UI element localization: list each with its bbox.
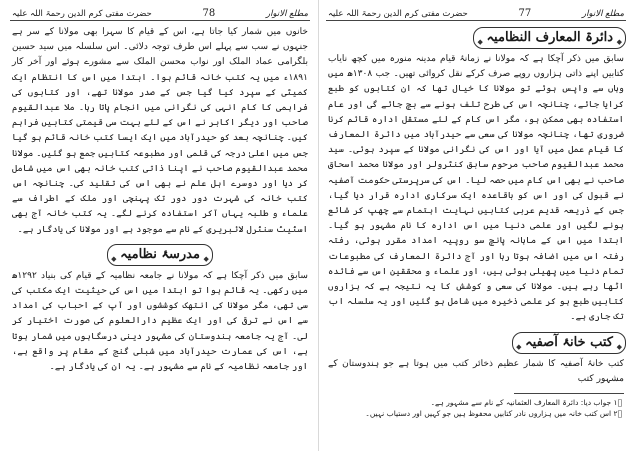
section-heading-dairatul-maarif: ◆ دائرۃ المعارف النظامیہ ◆ (473, 27, 626, 49)
footnote: ۱ؔ جواب دیا: دائرۃ المعارف العثمانیہ کے نام سے مشہور ہے۔ (430, 398, 622, 408)
right-page-header (326, 6, 626, 21)
running-author: حضرت مفتی کرم الدین رحمۃ اللہ علیہ (12, 9, 152, 19)
footnote-divider (514, 393, 624, 394)
footnote: ۲ؔ اس کتب خانہ میں ہزاروں نادر کتابیں محفوظ ہیں جو کہیں اور دستیاب نہیں۔ (365, 409, 622, 419)
body-paragraph: کتب خانۂ آصفیہ کا شمار عظیم ذخائر کتب میں ہوتا ہے جو ہندوستان کے مشہور کتب (328, 358, 624, 384)
body-paragraph: سابق میں ذکر آچکا ہے کہ مولانا نے زمانۂ قیام مدینہ منورہ میں کچھ نایاب کتابیں اپنے ذاتی ہزاروں روپے صرف کرکے نقل کروائی تھیں۔ جب ۱۳۰۸ھ میں وہاں سے واپس ہوئے تو مولانا کا خیال تھا کہ ان کتابوں کو طبع کرایا جائے، چنانچہ اس کی طرح تلف ہونے سے بچ جائے گی اور عام استفادہ بھی ممکن ہو، مگر اس کام کے لئے مستقل ادارہ قائم کرنا ضروری تھا، چنانچہ مولانا کی سعی سے حیدرآباد میں دائرۃ المعارف کا قیام عمل میں آیا اور اس کی نگرانی مولانا کے سپرد ہوئی۔ سید محمد عبدالقیوم صاحب مرحوم سابق کنٹرولر اور مولانا محمد اسحاق صاحب نے بھی اس کام میں حصہ لیا۔ اس کی سرپرستی حکومت آصفیہ نے قبول کی اور اس کو باقاعدہ ایک سرکاری ادارہ قرار دیا گیا، جس کے ذریعہ قدیم عربی کتابیں نہایت اہتمام سے چھپ کر شائع ہونے لگیں اور علمی دنیا میں اس ادارہ کا نام مشہور ہو گیا۔ ابتدا میں اس کے ماہانہ پانچ سو روپیہ امداد مقرر ہوئی، رفتہ رفتہ اس میں اضافہ ہوتا رہا اور آج دائرۃ المعارف کی مطبوعات تمام دنیا میں پھیلی ہوئی ہیں، اور علماء و محققین اس سے فائدہ اٹھا رہے ہیں۔ مولانا کی سعی و کوشش کا یہ نتیجہ ہے کہ ہزاروں کتابیں طبع ہو کر علمی ذخیرہ میں شامل ہو گئیں اور یہ سلسلہ اب تک جاری ہے۔ (328, 54, 624, 323)
page-number: 78 (202, 8, 216, 19)
running-title: مطلع الانوار (582, 9, 624, 19)
running-title: مطلع الانوار (266, 9, 308, 19)
running-author: حضرت مفتی کرم الدین رحمۃ اللہ علیہ (328, 9, 468, 19)
left-page (10, 6, 310, 446)
section-heading-wrap (326, 326, 626, 357)
gutter-divider (318, 0, 319, 451)
body-paragraph: خانوں میں شمار کیا جاتا ہے، اس کے قیام کا سہرا بھی مولانا کے سر ہے جنہوں نے سب سے پہلے اس طرف توجہ دلائی۔ اس سلسلہ میں سید حسین بلگرامی عماد الملک اور نواب محسن الملک سے مشورے ہوئے اور آخر کار ۱۸۹۱ء میں یہ کتب خانہ قائم ہوا۔ ابتدا میں اس کا انتظام ایک کمیٹی کے سپرد کیا گیا جس کے صدر مولانا تھے، اور کتابوں کی فراہمی کا کام انہی کی نگرانی میں انجام پاتا رہا۔ ملا عبدالقیوم صاحب اور دیگر اکابر نے اس کے لئے بہت سی قیمتی کتابیں فراہم کیں۔ چنانچہ بعد کو حیدرآباد میں ایک ایسا کتب خانہ قائم ہو گیا جس میں اعلیٰ درجہ کی قلمی اور مطبوعہ کتابیں جمع ہو گئیں۔ مولانا محمد عبدالقیوم صاحب نے اپنا ذاتی کتب خانہ بھی اس میں شامل کر دیا اور دوسرے اہل علم نے بھی اس کی تقلید کی۔ چنانچہ اس کتب خانہ کی شہرت دور دور تک پہنچی اور ملک کے اطراف سے علماء و طلبہ یہاں آکر استفادہ کرنے لگے۔ یہ کتب خانہ آج بھی اسٹیٹ سنٹرل لائبریری کے نام سے موجود ہے اور مولانا کی یادگار ہے۔ (12, 27, 308, 235)
section-heading-wrap (10, 238, 310, 269)
right-page (326, 6, 626, 446)
left-page-header (10, 6, 310, 21)
section-heading-wrap (326, 21, 626, 52)
page-number: 77 (518, 8, 532, 19)
section-heading-madrasa-nizamia: ◆ مدرسۂ نظامیہ ◆ (107, 244, 213, 266)
section-heading-asafia-library: ◆ کتب خانۂ آصفیہ ◆ (512, 332, 626, 354)
body-paragraph: سابق میں ذکر آچکا ہے کہ مولانا نے جامعہ نظامیہ کے قیام کی بنیاد ۱۲۹۲ھ میں رکھی۔ یہ قائم ہوا تو ابتدا میں اس کی حیثیت ایک مکتب کی سی تھی، مگر مولانا کی انتھک کوششوں اور آپ کے احباب کی امداد سے اس نے ترقی کی اور ایک عظیم دارالعلوم کی صورت اختیار کر لی۔ آج یہ جامعہ ہندوستان کی مشہور دینی درسگاہوں میں شمار ہوتا ہے، اس کی عمارت حیدرآباد میں شبلی گنج کے مقام پر واقع ہے، اور جامعہ نظامیہ کے نام سے مشہور ہے۔ یہ ان کی یادگار ہے۔ (12, 270, 308, 373)
